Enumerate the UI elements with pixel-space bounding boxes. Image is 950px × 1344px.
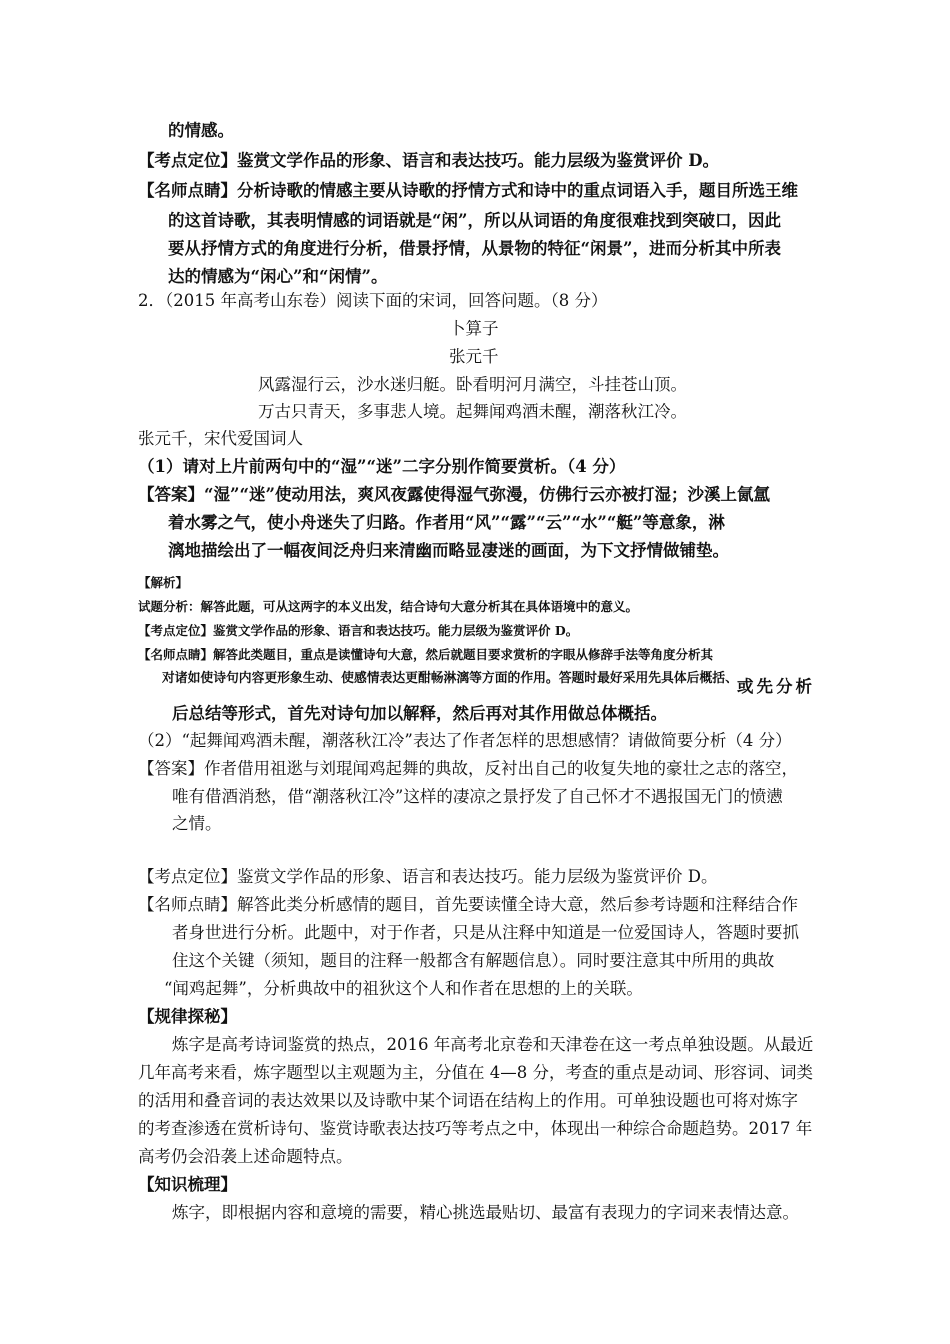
kaodian-heading: 【考点定位】鉴赏文学作品的形象、语言和表达技巧。能力层级为鉴赏评价 D。: [138, 151, 720, 170]
poem-note: 张元千，宋代爱国词人: [138, 429, 303, 448]
text-line: 炼字，即根据内容和意境的需要，精心挑选最贴切、最富有表现力的字词来表情达意。: [172, 1203, 799, 1222]
text-line: 炼字是高考诗词鉴赏的热点，2016 年高考北京卷和天津卷在这一考点单独设题。从最近: [172, 1035, 814, 1054]
text-line: 着水雾之气，使小舟迷失了归路。作者用“风”“露”“云”“水”“艇”等意象，淋: [168, 513, 725, 532]
text-line: 后总结等形式，首先对诗句加以解释，然后再对其作用做总体概括。: [172, 704, 667, 723]
text-line: 要从抒情方式的角度进行分析，借景抒情，从景物的特征“闲景”，进而分析其中所表: [168, 239, 781, 258]
question-title: 2．（2015 年高考山东卷）阅读下面的宋词，回答问题。（8 分）: [138, 291, 608, 310]
text-line: 者身世进行分析。此题中，对于作者，只是从注释中知道是一位爱国诗人，答题时要抓: [172, 923, 799, 942]
jiexi-heading: 【解析】: [138, 575, 189, 590]
text-line: 的考查渗透在赏析诗句、鉴赏诗歌表达技巧等考点之中，体现出一种综合命题趋势。2017 年: [138, 1119, 813, 1138]
text-line: 的活用和叠音词的表达效果以及诗歌中某个词语在结构上的作用。可单独设题也可将对炼字: [138, 1091, 798, 1110]
kaodian-heading: 【考点定位】鉴赏文学作品的形象、语言和表达技巧。能力层级为鉴赏评价 D。: [138, 867, 718, 886]
sub-question: （1）请对上片前两句中的“湿”“迷”二字分别作简要赏析。（4 分）: [138, 457, 626, 476]
answer-heading: 【答案】作者借用祖逖与刘琨闻鸡起舞的典故，反衬出自己的收复失地的豪壮之志的落空，: [138, 759, 798, 778]
text-line: 漓地描绘出了一幅夜间泛舟归来清幽而略显凄迷的画面，为下文抒情做铺垫。: [168, 541, 729, 560]
text-line: 唯有借酒消愁，借“潮落秋江冷”这样的凄凉之景抒发了自己怀才不遇报国无门的愤懑: [172, 787, 783, 806]
zhishi-heading: 【知识梳理】: [138, 1175, 237, 1194]
text-line: 之情。: [172, 814, 222, 833]
text-line: 或先分析: [737, 677, 815, 696]
poem-line: 风露湿行云，沙水迷归艇。卧看明河月满空，斗挂苍山顶。: [258, 375, 687, 394]
poem-author: 张元千: [449, 347, 499, 366]
text-line: 达的情感为“闲心”和“闲情”。: [168, 267, 388, 286]
kaodian-heading: 【考点定位】鉴赏文学作品的形象、语言和表达技巧。能力层级为鉴赏评价 D。: [138, 623, 579, 638]
text-line: 试题分析：解答此题，可从这两字的本义出发，结合诗句大意分析其在具体语境中的意义。: [138, 599, 639, 614]
mingshi-heading: 【名师点睛】解答此类题目，重点是读懂诗句大意，然后就题目要求赏析的字眼从修辞手法等角度分析其: [138, 647, 714, 662]
text-line: 的情感。: [168, 121, 234, 140]
sub-question: （2）“起舞闻鸡酒未醒，潮落秋江冷”表达了作者怎样的思想感情？请做简要分析（4 分）: [138, 731, 792, 750]
text-line: 高考仍会沿袭上述命题特点。: [138, 1147, 353, 1166]
guilv-heading: 【规律探秘】: [138, 1007, 237, 1026]
poem-line: 万古只青天，多事悲人境。起舞闻鸡酒未醒，潮落秋江冷。: [258, 402, 687, 421]
text-line: 对诸如使诗句内容更形象生动、使感情表达更酣畅淋漓等方面的作用。答题时最好采用先具体后概括、: [162, 671, 738, 686]
text-line: “闻鸡起舞”，分析典故中的祖狄这个人和作者在思想的上的关联。: [164, 979, 643, 998]
mingshi-heading: 【名师点睛】分析诗歌的情感主要从诗歌的抒情方式和诗中的重点词语入手，题目所选王维: [138, 181, 798, 200]
mingshi-heading: 【名师点睛】解答此类分析感情的题目，首先要读懂全诗大意，然后参考诗题和注释结合作: [138, 895, 798, 914]
text-line: 住这个关键（须知，题目的注释一般都含有解题信息）。同时要注意其中所用的典故: [172, 951, 775, 970]
answer-heading: 【答案】“湿”“迷”使动用法，爽风夜露使得湿气弥漫，仿佛行云亦被打湿；沙溪上氤氲: [138, 485, 770, 504]
poem-title: 卜算子: [449, 319, 499, 338]
text-line: 几年高考来看，炼字题型以主观题为主，分值在 4—8 分，考查的重点是动词、形容词、词类: [138, 1063, 813, 1082]
text-line: 的这首诗歌，其表明情感的词语就是“闲”，所以从词语的角度很难找到突破口，因此: [168, 211, 781, 230]
